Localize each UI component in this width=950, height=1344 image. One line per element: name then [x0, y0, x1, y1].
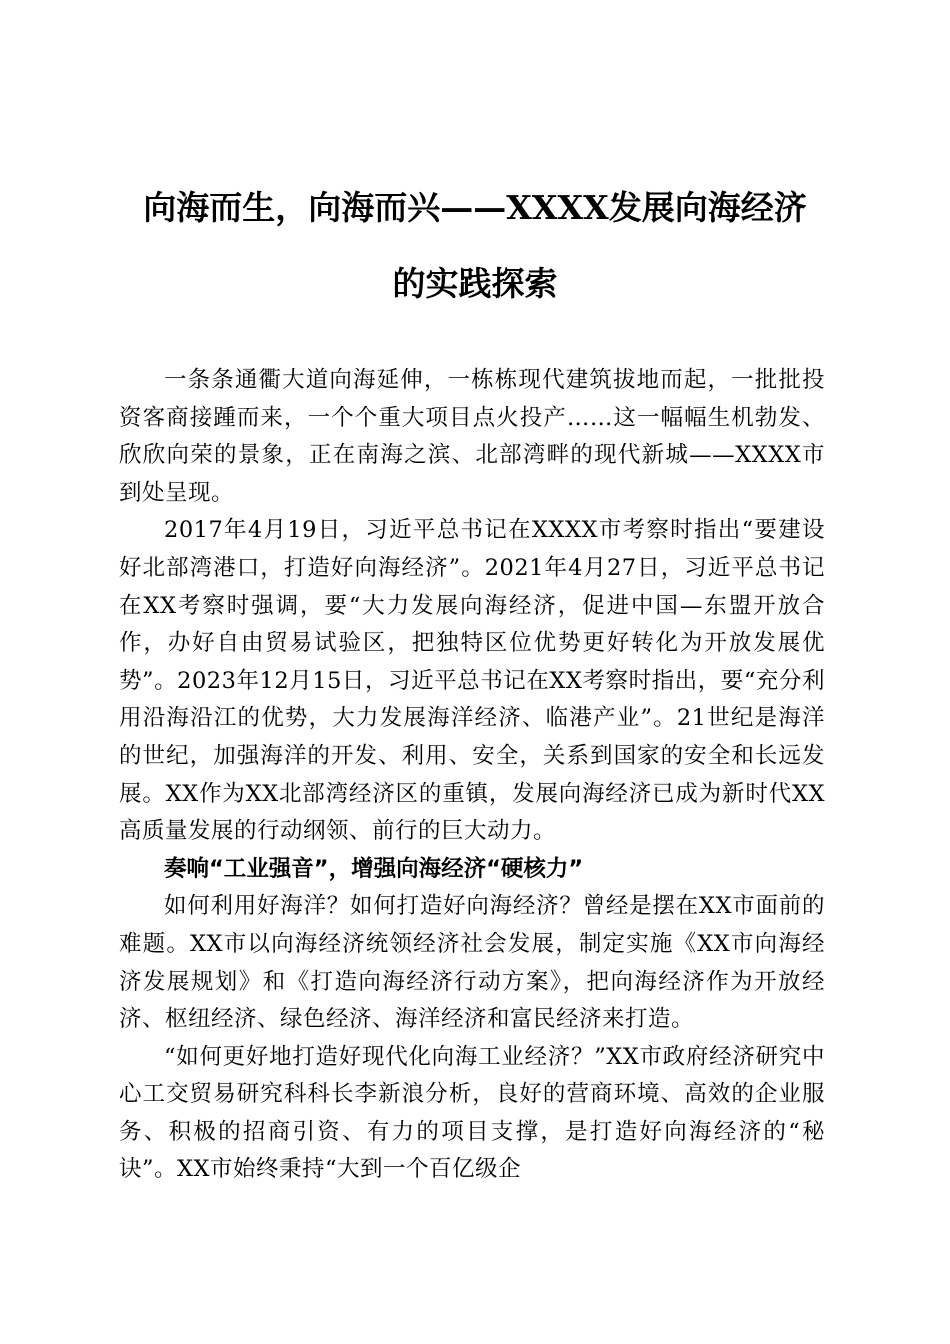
- title-line-1: 向海而生，向海而兴——XXXX发展向海经济: [143, 188, 807, 227]
- title-line-2: 的实践探索: [392, 264, 558, 303]
- section-heading: 奏响“工业强音”，增强向海经济“硬核力”: [164, 855, 584, 882]
- document-body: [119, 362, 825, 1189]
- paragraph-question: 如何利用好海洋？如何打造好向海经济？曾经是摆在XX市面前的难题。XX市以向海经济统领经济社会发展，制定实施《XX市向海经济发展规划》和《打造向海经济行动方案》，把向海经济作为开放经济、枢纽经济、绿色经济、海洋经济和富民经济来打造。: [119, 893, 825, 1033]
- paragraph-background: 2017年4月19日，习近平总书记在XXXX市考察时指出“要建设好北部湾港口，打造好向海经济”。2021年4月27日，习近平总书记在XX考察时强调，要“大力发展向海经济，促进中国—东盟开放合作，办好自由贸易试验区，把独特区位优势更好转化为开放发展优势”。2023年12月15日，习近平总书记在XX考察时指出，要“充分利用沿海沿江的优势，大力发展海洋经济、临港产业”。21世纪是海洋的世纪，加强海洋的开发、利用、安全，关系到国家的安全和长远发展。XX作为XX北部湾经济区的重镇，发展向海经济已成为新时代XX高质量发展的行动纲领、前行的巨大动力。: [119, 517, 825, 845]
- document-title: [110, 170, 840, 322]
- paragraph-intro: 一条条通衢大道向海延伸，一栋栋现代建筑拔地而起，一批批投资客商接踵而来，一个个重大项目点火投产……这一幅幅生机勃发、欣欣向荣的景象，正在南海之滨、北部湾畔的现代新城——XXXX市到处呈现。: [119, 367, 825, 506]
- paragraph-analysis: “如何更好地打造好现代化向海工业经济？”XX市政府经济研究中心工交贸易研究科科长李新浪分析，良好的营商环境、高效的企业服务、积极的招商引资、有力的项目支撑，是打造好向海经济的“秘诀”。XX市始终秉持“大到一个百亿级企: [119, 1043, 825, 1183]
